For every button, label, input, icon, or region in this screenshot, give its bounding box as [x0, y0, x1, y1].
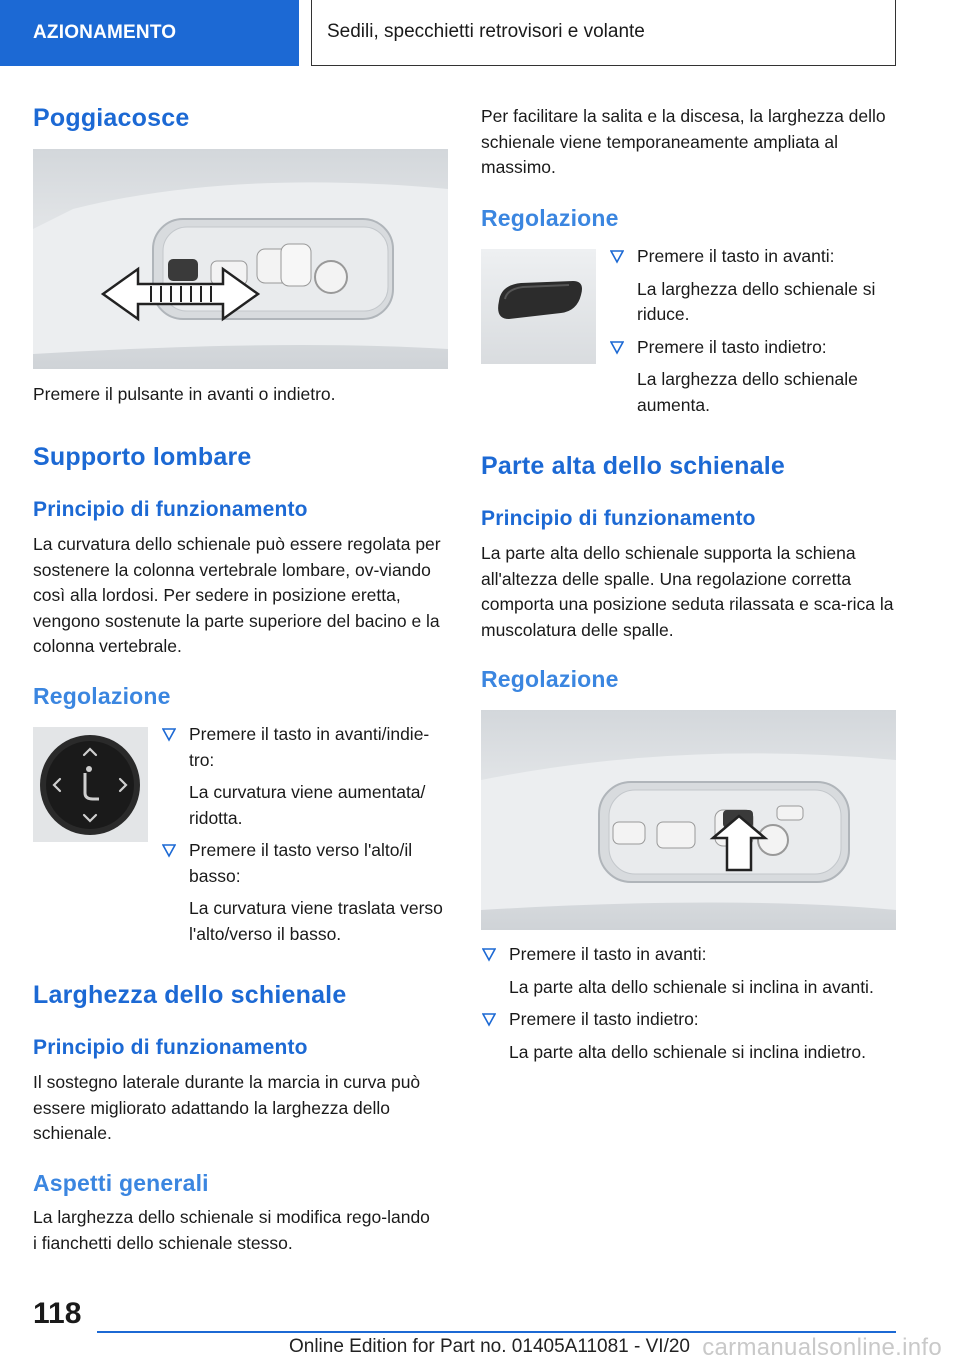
- backrest-width-button-image: [481, 249, 596, 364]
- upper-backrest-instructions-list: [481, 942, 896, 1065]
- chapter-title: Sedili, specchietti retrovisori e volante: [311, 0, 896, 66]
- heading-regolazione-lombare: Regolazione: [33, 683, 171, 709]
- list-item: Premere il tasto indietro: La larghezza dello schienale aumenta.: [609, 335, 896, 419]
- list-item: Premere il tasto in avanti: La parte alta dello schienale si inclina in avanti.: [481, 942, 896, 1000]
- heading-principio-larghezza: Principio di funzionamento: [33, 1036, 308, 1059]
- heading-regolazione-parte-alta: Regolazione: [481, 666, 619, 692]
- poggiacosce-caption: Premere il pulsante in avanti o indietro.: [33, 384, 336, 404]
- upper-backrest-button-image: [481, 710, 896, 930]
- triangle-bullet-icon: [482, 946, 496, 962]
- heading-principio-lombare: Principio di funzionamento: [33, 498, 308, 521]
- list-item: Premere il tasto in avanti/indie-tro: La curvatura viene aumentata/ ridotta.: [161, 722, 449, 831]
- heading-poggiacosce: Poggiacosce: [33, 104, 190, 132]
- larghezza-continuation-text: Per facilitare la salita e la discesa, la larghezza dello schienale viene temporaneamente ampliata al massimo.: [481, 106, 886, 177]
- heading-principio-parte-alta: Principio di funzionamento: [481, 507, 756, 530]
- list-item: Premere il tasto indietro: La parte alta dello schienale si inclina indietro.: [481, 1007, 896, 1065]
- general-text: La larghezza dello schienale si modifica rego-lando i fianchetti dello schienale stesso.: [33, 1207, 430, 1253]
- section-tab: AZIONAMENTO: [0, 0, 299, 66]
- page-number: 118: [33, 1297, 82, 1330]
- heading-aspetti-generali: Aspetti generali: [33, 1170, 209, 1196]
- watermark: carmanualsonline.info: [702, 1334, 942, 1361]
- heading-larghezza-schienale: Larghezza dello schienale: [33, 981, 347, 1009]
- edition-text: Online Edition for Part no. 01405A11081 - VI/20: [288, 1336, 690, 1357]
- page-header: [0, 0, 960, 66]
- triangle-bullet-icon: [162, 842, 176, 858]
- triangle-bullet-icon: [482, 1011, 496, 1027]
- triangle-bullet-icon: [610, 248, 624, 264]
- heading-supporto-lombare: Supporto lombare: [33, 443, 252, 471]
- list-item: Premere il tasto verso l'alto/il basso: La curvatura viene traslata verso l'alto/verso il basso.: [161, 838, 449, 947]
- parte-alta-principle-text: La parte alta dello schienale supporta la schiena all'altezza delle spalle. Una regolazione corretta comporta una posizione seduta rilassata e sca-rica la muscolatura delle spalle.: [481, 543, 894, 640]
- lumbar-instructions-list: [161, 722, 449, 947]
- heading-regolazione-larghezza: Regolazione: [481, 205, 619, 231]
- larghezza-principle-text: Il sostegno laterale durante la marcia in curva può essere migliorato adattando la larghezza dello schienale.: [33, 1072, 421, 1143]
- triangle-bullet-icon: [610, 339, 624, 355]
- width-instructions-list: [609, 244, 896, 418]
- list-item: Premere il tasto in avanti: La larghezza dello schienale si riduce.: [609, 244, 896, 328]
- triangle-bullet-icon: [162, 726, 176, 742]
- lumbar-support-control-image: [33, 727, 148, 842]
- lombare-principle-text: La curvatura dello schienale può essere regolata per sostenere la colonna vertebrale lombare, ov-viando così alla lordosi. Per sedere in posizione eretta, vengono sostenute la parte superiore del bacino e la colonna vertebrale.: [33, 534, 441, 656]
- heading-parte-alta: Parte alta dello schienale: [481, 452, 785, 480]
- thigh-support-button-image: [33, 149, 448, 369]
